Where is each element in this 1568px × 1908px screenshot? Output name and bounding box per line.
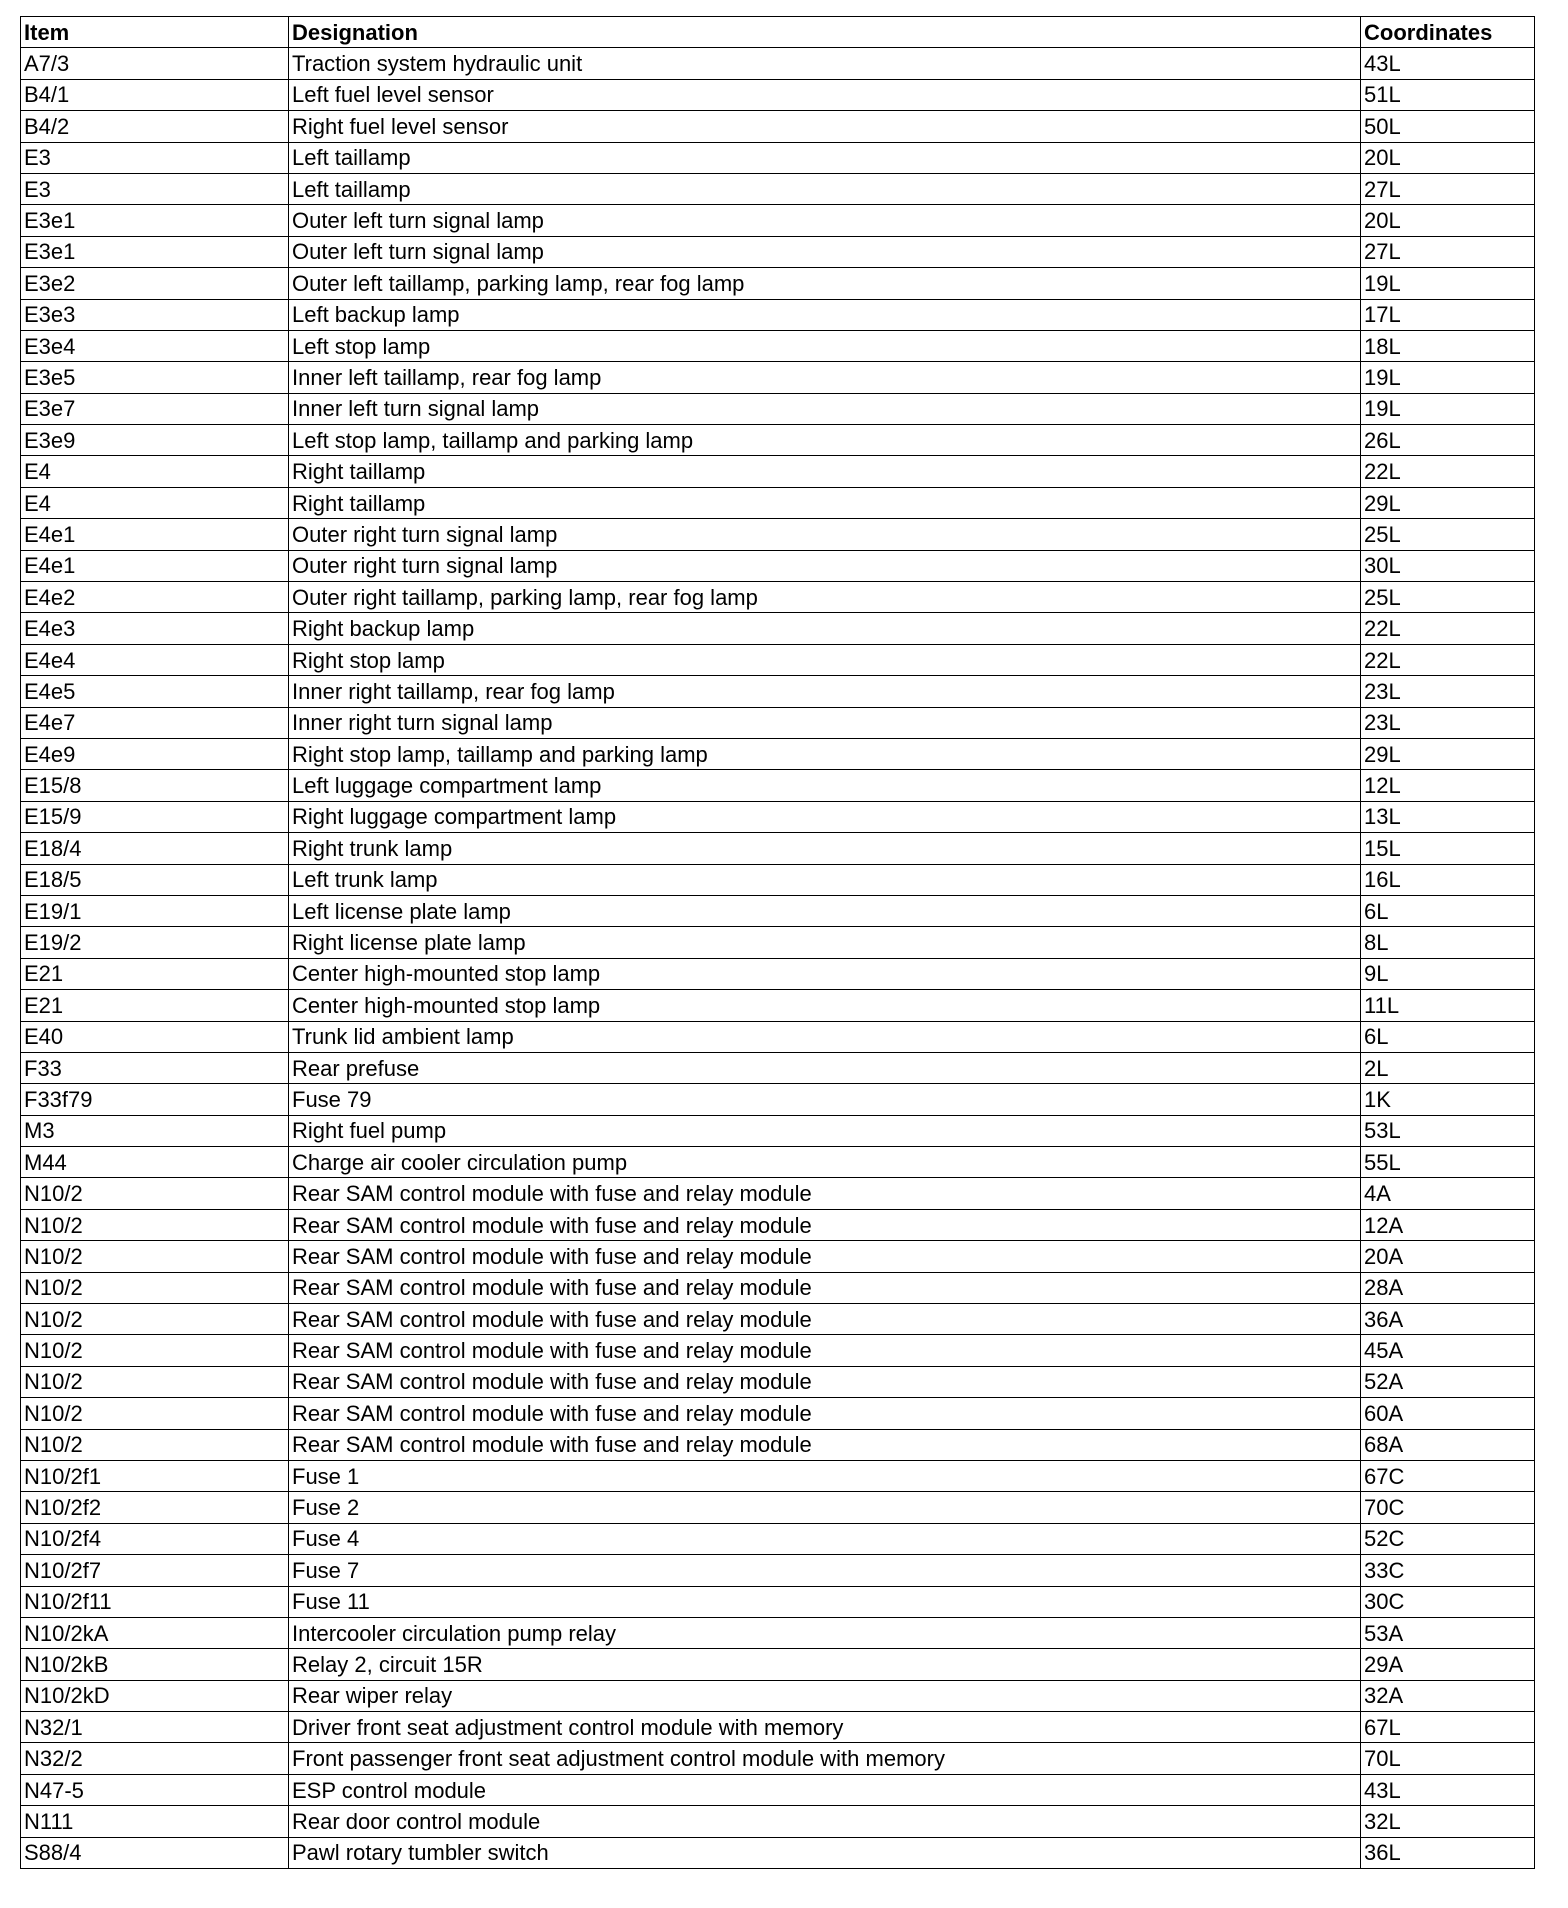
cell-coordinates: 29A — [1361, 1649, 1535, 1680]
cell-coordinates: 67C — [1361, 1460, 1535, 1491]
cell-designation: Rear door control module — [289, 1806, 1361, 1837]
cell-designation: Inner right taillamp, rear fog lamp — [289, 676, 1361, 707]
cell-coordinates: 45A — [1361, 1335, 1535, 1366]
table-row — [21, 111, 1535, 142]
table-row — [21, 1837, 1535, 1868]
table-row — [21, 1304, 1535, 1335]
cell-item: N10/2 — [21, 1429, 289, 1460]
cell-coordinates: 19L — [1361, 268, 1535, 299]
cell-item: N111 — [21, 1806, 289, 1837]
cell-coordinates: 53L — [1361, 1115, 1535, 1146]
cell-item: A7/3 — [21, 48, 289, 79]
table-row — [21, 1492, 1535, 1523]
cell-coordinates: 29L — [1361, 738, 1535, 769]
cell-coordinates: 52C — [1361, 1523, 1535, 1554]
cell-coordinates: 16L — [1361, 864, 1535, 895]
cell-designation: Left backup lamp — [289, 299, 1361, 330]
cell-designation: ESP control module — [289, 1774, 1361, 1805]
table-row — [21, 1806, 1535, 1837]
cell-designation: Right license plate lamp — [289, 927, 1361, 958]
cell-coordinates: 17L — [1361, 299, 1535, 330]
table-row — [21, 770, 1535, 801]
table-row — [21, 1617, 1535, 1648]
cell-coordinates: 4A — [1361, 1178, 1535, 1209]
cell-designation: Fuse 2 — [289, 1492, 1361, 1523]
cell-item: E18/4 — [21, 833, 289, 864]
cell-designation: Inner left turn signal lamp — [289, 393, 1361, 424]
table-row — [21, 1398, 1535, 1429]
cell-designation: Left trunk lamp — [289, 864, 1361, 895]
cell-item: E15/9 — [21, 801, 289, 832]
cell-designation: Pawl rotary tumbler switch — [289, 1837, 1361, 1868]
cell-coordinates: 70C — [1361, 1492, 1535, 1523]
cell-coordinates: 32A — [1361, 1680, 1535, 1711]
header-coordinates: Coordinates — [1361, 17, 1535, 48]
cell-designation: Charge air cooler circulation pump — [289, 1147, 1361, 1178]
cell-item: E21 — [21, 990, 289, 1021]
cell-item: E4e1 — [21, 519, 289, 550]
cell-item: N10/2 — [21, 1178, 289, 1209]
cell-designation: Right trunk lamp — [289, 833, 1361, 864]
cell-item: N10/2kD — [21, 1680, 289, 1711]
cell-item: E4e9 — [21, 738, 289, 769]
cell-designation: Rear prefuse — [289, 1052, 1361, 1083]
table-row — [21, 550, 1535, 581]
cell-coordinates: 19L — [1361, 362, 1535, 393]
cell-designation: Rear SAM control module with fuse and relay module — [289, 1241, 1361, 1272]
cell-coordinates: 70L — [1361, 1743, 1535, 1774]
cell-designation: Rear SAM control module with fuse and relay module — [289, 1335, 1361, 1366]
cell-item: E3e4 — [21, 330, 289, 361]
cell-item: E15/8 — [21, 770, 289, 801]
cell-designation: Left taillamp — [289, 173, 1361, 204]
cell-item: N10/2f11 — [21, 1586, 289, 1617]
table-row — [21, 519, 1535, 550]
cell-coordinates: 25L — [1361, 582, 1535, 613]
cell-coordinates: 9L — [1361, 958, 1535, 989]
table-row — [21, 801, 1535, 832]
cell-coordinates: 15L — [1361, 833, 1535, 864]
cell-coordinates: 30C — [1361, 1586, 1535, 1617]
cell-item: N47-5 — [21, 1774, 289, 1805]
cell-coordinates: 52A — [1361, 1366, 1535, 1397]
cell-designation: Rear SAM control module with fuse and relay module — [289, 1398, 1361, 1429]
cell-item: N10/2f2 — [21, 1492, 289, 1523]
table-row — [21, 833, 1535, 864]
table-row — [21, 1084, 1535, 1115]
cell-designation: Left luggage compartment lamp — [289, 770, 1361, 801]
table-body — [21, 48, 1535, 1869]
cell-item: N32/2 — [21, 1743, 289, 1774]
cell-item: E4 — [21, 456, 289, 487]
cell-coordinates: 23L — [1361, 676, 1535, 707]
table-row — [21, 1586, 1535, 1617]
cell-designation: Left fuel level sensor — [289, 79, 1361, 110]
cell-item: E3e7 — [21, 393, 289, 424]
cell-item: N10/2kB — [21, 1649, 289, 1680]
cell-item: F33f79 — [21, 1084, 289, 1115]
table-row — [21, 1241, 1535, 1272]
cell-coordinates: 67L — [1361, 1712, 1535, 1743]
table-row — [21, 707, 1535, 738]
table-row — [21, 425, 1535, 456]
cell-designation: Outer left turn signal lamp — [289, 205, 1361, 236]
cell-coordinates: 43L — [1361, 48, 1535, 79]
cell-coordinates: 6L — [1361, 895, 1535, 926]
cell-coordinates: 60A — [1361, 1398, 1535, 1429]
table-row — [21, 644, 1535, 675]
cell-designation: Rear SAM control module with fuse and relay module — [289, 1429, 1361, 1460]
cell-coordinates: 27L — [1361, 173, 1535, 204]
cell-designation: Intercooler circulation pump relay — [289, 1617, 1361, 1648]
cell-item: N10/2f1 — [21, 1460, 289, 1491]
cell-item: E3e5 — [21, 362, 289, 393]
cell-designation: Driver front seat adjustment control module with memory — [289, 1712, 1361, 1743]
cell-designation: Rear SAM control module with fuse and relay module — [289, 1178, 1361, 1209]
component-table — [20, 16, 1535, 1869]
table-row — [21, 1335, 1535, 1366]
cell-designation: Left stop lamp — [289, 330, 1361, 361]
cell-coordinates: 18L — [1361, 330, 1535, 361]
cell-coordinates: 30L — [1361, 550, 1535, 581]
cell-designation: Fuse 4 — [289, 1523, 1361, 1554]
cell-item: E3e1 — [21, 236, 289, 267]
cell-coordinates: 12A — [1361, 1209, 1535, 1240]
cell-item: E3 — [21, 173, 289, 204]
cell-item: N10/2 — [21, 1335, 289, 1366]
table-row — [21, 456, 1535, 487]
cell-designation: Left license plate lamp — [289, 895, 1361, 926]
table-row — [21, 268, 1535, 299]
cell-designation: Right stop lamp, taillamp and parking lamp — [289, 738, 1361, 769]
table-row — [21, 1052, 1535, 1083]
table-row — [21, 613, 1535, 644]
table-header — [21, 17, 1535, 48]
table-row — [21, 958, 1535, 989]
cell-designation: Right backup lamp — [289, 613, 1361, 644]
table-row — [21, 1366, 1535, 1397]
table-row — [21, 173, 1535, 204]
table-row — [21, 362, 1535, 393]
cell-item: N10/2kA — [21, 1617, 289, 1648]
cell-item: N10/2f7 — [21, 1555, 289, 1586]
table-row — [21, 48, 1535, 79]
cell-item: B4/2 — [21, 111, 289, 142]
cell-coordinates: 53A — [1361, 1617, 1535, 1648]
cell-item: E4e3 — [21, 613, 289, 644]
cell-designation: Outer left taillamp, parking lamp, rear fog lamp — [289, 268, 1361, 299]
cell-designation: Fuse 7 — [289, 1555, 1361, 1586]
cell-designation: Right fuel pump — [289, 1115, 1361, 1146]
cell-item: E3e9 — [21, 425, 289, 456]
cell-designation: Rear SAM control module with fuse and relay module — [289, 1304, 1361, 1335]
cell-designation: Fuse 11 — [289, 1586, 1361, 1617]
cell-coordinates: 28A — [1361, 1272, 1535, 1303]
table-row — [21, 927, 1535, 958]
table-row — [21, 487, 1535, 518]
cell-designation: Center high-mounted stop lamp — [289, 990, 1361, 1021]
cell-designation: Outer right turn signal lamp — [289, 550, 1361, 581]
cell-item: E3e1 — [21, 205, 289, 236]
cell-item: E3e2 — [21, 268, 289, 299]
cell-item: E19/1 — [21, 895, 289, 926]
cell-coordinates: 13L — [1361, 801, 1535, 832]
table-row — [21, 79, 1535, 110]
cell-coordinates: 22L — [1361, 644, 1535, 675]
table-row — [21, 990, 1535, 1021]
cell-item: E40 — [21, 1021, 289, 1052]
cell-designation: Right luggage compartment lamp — [289, 801, 1361, 832]
table-row — [21, 1021, 1535, 1052]
table-row — [21, 738, 1535, 769]
cell-coordinates: 68A — [1361, 1429, 1535, 1460]
cell-designation: Outer left turn signal lamp — [289, 236, 1361, 267]
cell-designation: Right stop lamp — [289, 644, 1361, 675]
cell-designation: Rear wiper relay — [289, 1680, 1361, 1711]
table-row — [21, 1147, 1535, 1178]
header-designation: Designation — [289, 17, 1361, 48]
cell-designation: Left taillamp — [289, 142, 1361, 173]
cell-coordinates: 36L — [1361, 1837, 1535, 1868]
header-item: Item — [21, 17, 289, 48]
cell-designation: Right taillamp — [289, 487, 1361, 518]
cell-designation: Rear SAM control module with fuse and relay module — [289, 1366, 1361, 1397]
cell-coordinates: 25L — [1361, 519, 1535, 550]
cell-coordinates: 11L — [1361, 990, 1535, 1021]
cell-item: N10/2f4 — [21, 1523, 289, 1554]
cell-coordinates: 1K — [1361, 1084, 1535, 1115]
cell-coordinates: 50L — [1361, 111, 1535, 142]
cell-item: F33 — [21, 1052, 289, 1083]
table-row — [21, 1523, 1535, 1554]
cell-coordinates: 26L — [1361, 425, 1535, 456]
table-row — [21, 864, 1535, 895]
cell-designation: Outer right taillamp, parking lamp, rear fog lamp — [289, 582, 1361, 613]
cell-designation: Left stop lamp, taillamp and parking lamp — [289, 425, 1361, 456]
cell-designation: Right fuel level sensor — [289, 111, 1361, 142]
cell-coordinates: 20L — [1361, 142, 1535, 173]
cell-designation: Trunk lid ambient lamp — [289, 1021, 1361, 1052]
cell-item: E4e7 — [21, 707, 289, 738]
table-row — [21, 582, 1535, 613]
cell-item: N32/1 — [21, 1712, 289, 1743]
cell-coordinates: 22L — [1361, 613, 1535, 644]
cell-item: E19/2 — [21, 927, 289, 958]
cell-item: M44 — [21, 1147, 289, 1178]
cell-coordinates: 32L — [1361, 1806, 1535, 1837]
table-row — [21, 1115, 1535, 1146]
cell-designation: Inner left taillamp, rear fog lamp — [289, 362, 1361, 393]
cell-designation: Rear SAM control module with fuse and relay module — [289, 1209, 1361, 1240]
table-row — [21, 299, 1535, 330]
cell-item: N10/2 — [21, 1398, 289, 1429]
table-row — [21, 1649, 1535, 1680]
cell-item: N10/2 — [21, 1272, 289, 1303]
header-row — [21, 17, 1535, 48]
cell-item: M3 — [21, 1115, 289, 1146]
table-row — [21, 1774, 1535, 1805]
table-row — [21, 1272, 1535, 1303]
table-row — [21, 676, 1535, 707]
table-row — [21, 1680, 1535, 1711]
cell-coordinates: 8L — [1361, 927, 1535, 958]
table-row — [21, 205, 1535, 236]
table-row — [21, 1743, 1535, 1774]
cell-coordinates: 20A — [1361, 1241, 1535, 1272]
table-row — [21, 330, 1535, 361]
table-row — [21, 1712, 1535, 1743]
cell-designation: Traction system hydraulic unit — [289, 48, 1361, 79]
table-row — [21, 1460, 1535, 1491]
cell-designation: Front passenger front seat adjustment control module with memory — [289, 1743, 1361, 1774]
cell-designation: Right taillamp — [289, 456, 1361, 487]
cell-item: N10/2 — [21, 1366, 289, 1397]
table-row — [21, 1209, 1535, 1240]
cell-designation: Center high-mounted stop lamp — [289, 958, 1361, 989]
cell-designation: Fuse 1 — [289, 1460, 1361, 1491]
cell-item: E4 — [21, 487, 289, 518]
cell-designation: Outer right turn signal lamp — [289, 519, 1361, 550]
cell-item: S88/4 — [21, 1837, 289, 1868]
cell-coordinates: 20L — [1361, 205, 1535, 236]
cell-coordinates: 33C — [1361, 1555, 1535, 1586]
cell-coordinates: 51L — [1361, 79, 1535, 110]
cell-coordinates: 22L — [1361, 456, 1535, 487]
cell-coordinates: 2L — [1361, 1052, 1535, 1083]
table-row — [21, 1555, 1535, 1586]
table-row — [21, 236, 1535, 267]
cell-coordinates: 27L — [1361, 236, 1535, 267]
cell-coordinates: 36A — [1361, 1304, 1535, 1335]
cell-coordinates: 6L — [1361, 1021, 1535, 1052]
cell-item: N10/2 — [21, 1241, 289, 1272]
cell-item: N10/2 — [21, 1304, 289, 1335]
cell-item: E18/5 — [21, 864, 289, 895]
table-row — [21, 142, 1535, 173]
table-row — [21, 393, 1535, 424]
cell-designation: Rear SAM control module with fuse and relay module — [289, 1272, 1361, 1303]
cell-coordinates: 19L — [1361, 393, 1535, 424]
cell-coordinates: 23L — [1361, 707, 1535, 738]
cell-item: E4e5 — [21, 676, 289, 707]
cell-coordinates: 12L — [1361, 770, 1535, 801]
cell-designation: Relay 2, circuit 15R — [289, 1649, 1361, 1680]
cell-coordinates: 43L — [1361, 1774, 1535, 1805]
cell-item: E3e3 — [21, 299, 289, 330]
cell-item: N10/2 — [21, 1209, 289, 1240]
cell-coordinates: 55L — [1361, 1147, 1535, 1178]
cell-item: E21 — [21, 958, 289, 989]
cell-coordinates: 29L — [1361, 487, 1535, 518]
cell-item: B4/1 — [21, 79, 289, 110]
table-row — [21, 1178, 1535, 1209]
cell-item: E4e4 — [21, 644, 289, 675]
cell-item: E4e2 — [21, 582, 289, 613]
cell-designation: Fuse 79 — [289, 1084, 1361, 1115]
cell-item: E4e1 — [21, 550, 289, 581]
cell-item: E3 — [21, 142, 289, 173]
table-row — [21, 1429, 1535, 1460]
table-row — [21, 895, 1535, 926]
cell-designation: Inner right turn signal lamp — [289, 707, 1361, 738]
